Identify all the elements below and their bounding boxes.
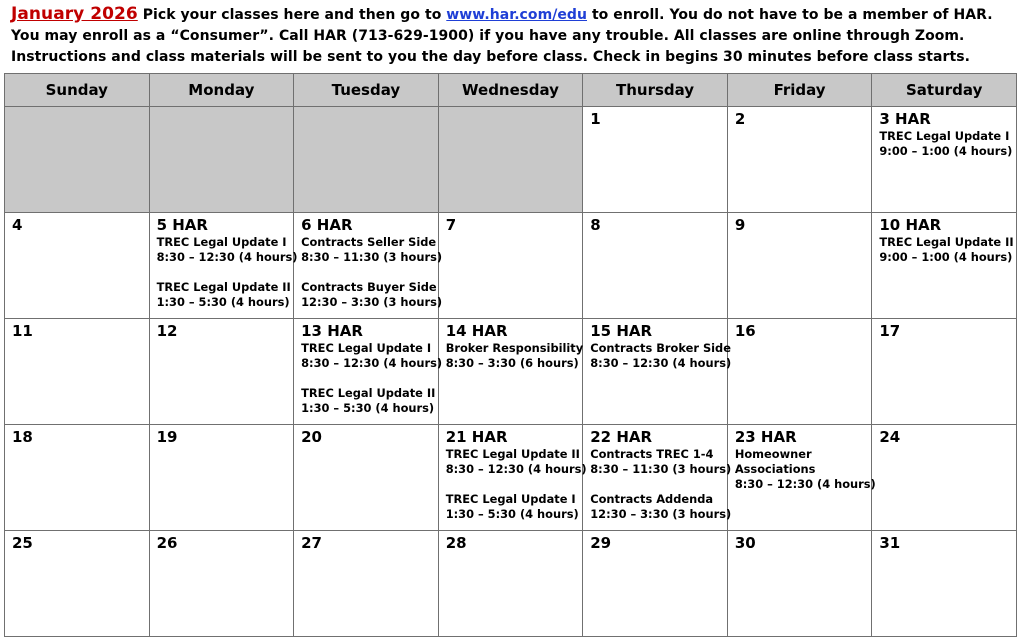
day-number: 5 HAR: [156, 216, 208, 234]
class-title: TREC Legal Update I: [879, 129, 1010, 143]
week-row: [5, 319, 1017, 425]
day-number: 20: [301, 428, 322, 446]
day-number: 18: [12, 428, 33, 446]
intro-line-1: [11, 4, 1015, 26]
week-row: [5, 213, 1017, 319]
day-number: 21 HAR: [445, 428, 508, 446]
class-entry: [301, 280, 443, 310]
week-row: [5, 107, 1017, 213]
class-title: TREC Legal Update I: [156, 235, 287, 249]
day-number: 22 HAR: [590, 428, 653, 446]
class-time: 1:30 – 5:30 (4 hours): [301, 401, 435, 415]
day-number: 23 HAR: [734, 428, 797, 446]
day-number: 17: [879, 322, 901, 340]
day-number: 24: [879, 428, 901, 446]
day-cell: [149, 531, 294, 637]
weekday-thursday: Thursday: [583, 74, 728, 107]
day-cell: [438, 531, 583, 637]
day-number: 13 HAR: [301, 322, 363, 340]
class-time: 8:30 – 11:30 (3 hours): [590, 462, 732, 476]
intro-line-3: Instructions and class materials will be sent to you the day before class. Check in begins 30 minutes before class starts.: [11, 49, 970, 65]
weekday-header-row: [5, 74, 1017, 107]
class-title: Contracts Broker Side: [590, 341, 731, 355]
day-number: 11: [12, 322, 33, 340]
empty-day-cell: [5, 107, 150, 213]
day-number: 19: [156, 428, 178, 446]
calendar-grid: [4, 73, 1017, 637]
empty-day-cell: [438, 107, 583, 213]
day-cell: [872, 319, 1017, 425]
day-cell: [583, 425, 732, 531]
weekday-tuesday: Tuesday: [294, 74, 439, 107]
day-cell: [149, 319, 294, 425]
class-entry: [879, 129, 1013, 159]
class-time: 12:30 – 3:30 (3 hours): [590, 507, 732, 521]
day-number: 3 HAR: [879, 110, 931, 128]
class-time: 1:30 – 5:30 (4 hours): [156, 295, 290, 309]
day-cell: [727, 107, 872, 213]
day-cell: [583, 213, 728, 319]
class-entry: [156, 280, 291, 310]
day-cell: [872, 213, 1017, 319]
day-cell: [5, 425, 150, 531]
class-entry: [446, 492, 577, 522]
class-title: TREC Legal Update I: [445, 492, 576, 506]
day-number: 29: [590, 534, 612, 552]
day-number: 15 HAR: [590, 322, 653, 340]
week-row: [5, 425, 1017, 531]
weekday-sunday: Sunday: [5, 74, 150, 107]
intro-line-2: You may enroll as a “Consumer”. Call HAR (713-629-1900) if you have any trouble. All classes are online through Zoom.: [11, 28, 965, 44]
class-entry: [879, 235, 1014, 265]
day-cell: [583, 107, 728, 213]
class-time: 12:30 – 3:30 (3 hours): [301, 295, 443, 309]
day-cell: [5, 531, 150, 637]
class-time: 1:30 – 5:30 (4 hours): [445, 507, 579, 521]
class-entry: [590, 447, 732, 477]
day-number: 1: [590, 110, 601, 128]
day-cell: [294, 531, 439, 637]
class-title: TREC Legal Update I: [301, 341, 432, 355]
day-number: 28: [445, 534, 467, 552]
day-number: 12: [156, 322, 178, 340]
day-number: 7: [445, 216, 457, 234]
day-cell: [727, 425, 876, 531]
week-row: [5, 531, 1017, 637]
class-time: 8:30 – 12:30 (4 hours): [734, 477, 876, 491]
day-cell: [294, 213, 443, 319]
day-cell: [438, 213, 583, 319]
class-entry: [301, 341, 443, 371]
class-time: 8:30 – 12:30 (4 hours): [590, 356, 732, 370]
weekday-monday: Monday: [149, 74, 294, 107]
day-number: 8: [590, 216, 601, 234]
class-title: TREC Legal Update II: [445, 447, 580, 461]
empty-day-cell: [149, 107, 294, 213]
day-cell: [583, 319, 732, 425]
empty-day-cell: [294, 107, 439, 213]
class-title: Contracts TREC 1-4: [590, 447, 714, 461]
day-number: 25: [12, 534, 33, 552]
day-number: 2: [734, 110, 746, 128]
class-time: 9:00 – 1:00 (4 hours): [879, 250, 1013, 264]
class-title: Broker Responsibility: [445, 341, 584, 355]
day-cell: [583, 531, 728, 637]
class-entry: [301, 386, 436, 416]
class-title: TREC Legal Update II: [156, 280, 291, 294]
class-time: 8:30 – 3:30 (6 hours): [445, 356, 579, 370]
day-cell: [872, 531, 1017, 637]
class-time: 8:30 – 12:30 (4 hours): [156, 250, 298, 264]
class-time: 9:00 – 1:00 (4 hours): [879, 144, 1013, 158]
day-cell: [727, 531, 872, 637]
day-cell: [727, 213, 872, 319]
class-title: TREC Legal Update II: [301, 386, 436, 400]
class-entry: [301, 235, 443, 265]
weekday-friday: Friday: [727, 74, 872, 107]
day-number: 27: [301, 534, 322, 552]
day-number: 31: [879, 534, 901, 552]
day-number: 16: [734, 322, 756, 340]
calendar-body: [5, 107, 1017, 637]
class-title: Homeowner: [734, 447, 812, 461]
weekday-wednesday: Wednesday: [438, 74, 583, 107]
class-entry: [445, 447, 587, 477]
class-entry: [590, 341, 732, 371]
day-cell: [872, 425, 1017, 531]
day-cell: [438, 425, 587, 531]
day-number: 4: [12, 216, 23, 234]
class-title: Associations: [734, 462, 816, 476]
class-time: 8:30 – 12:30 (4 hours): [445, 462, 587, 476]
day-number: 26: [156, 534, 178, 552]
class-entry: [734, 447, 876, 492]
intro-text: [11, 4, 1015, 68]
class-title: Contracts Seller Side: [301, 235, 437, 249]
day-cell: [5, 213, 150, 319]
class-entry: [445, 341, 584, 371]
day-cell: [294, 425, 439, 531]
day-number: 14 HAR: [445, 322, 508, 340]
day-cell: [5, 319, 150, 425]
day-number: 30: [734, 534, 756, 552]
class-time: 8:30 – 12:30 (4 hours): [301, 356, 443, 370]
day-cell: [149, 213, 298, 319]
day-number: 10 HAR: [879, 216, 942, 234]
class-title: Contracts Buyer Side: [301, 280, 437, 294]
intro-text-1: Pick your classes here and then go to: [137, 7, 447, 23]
day-number: 6 HAR: [301, 216, 353, 234]
day-number: 9: [734, 216, 746, 234]
class-entry: [590, 492, 732, 522]
day-cell: [149, 425, 294, 531]
day-cell: [727, 319, 872, 425]
day-cell: [294, 319, 443, 425]
class-entry: [156, 235, 298, 265]
intro-text-2: to enroll. You do not have to be a member of HAR.: [587, 7, 993, 23]
class-title: Contracts Addenda: [590, 492, 714, 506]
day-cell: [872, 107, 1017, 213]
weekday-saturday: Saturday: [872, 74, 1017, 107]
enroll-link[interactable]: www.har.com/edu: [446, 7, 588, 23]
class-time: 8:30 – 11:30 (3 hours): [301, 250, 443, 264]
class-title: TREC Legal Update II: [879, 235, 1014, 249]
day-cell: [438, 319, 583, 425]
month-title: January 2026: [11, 4, 138, 24]
